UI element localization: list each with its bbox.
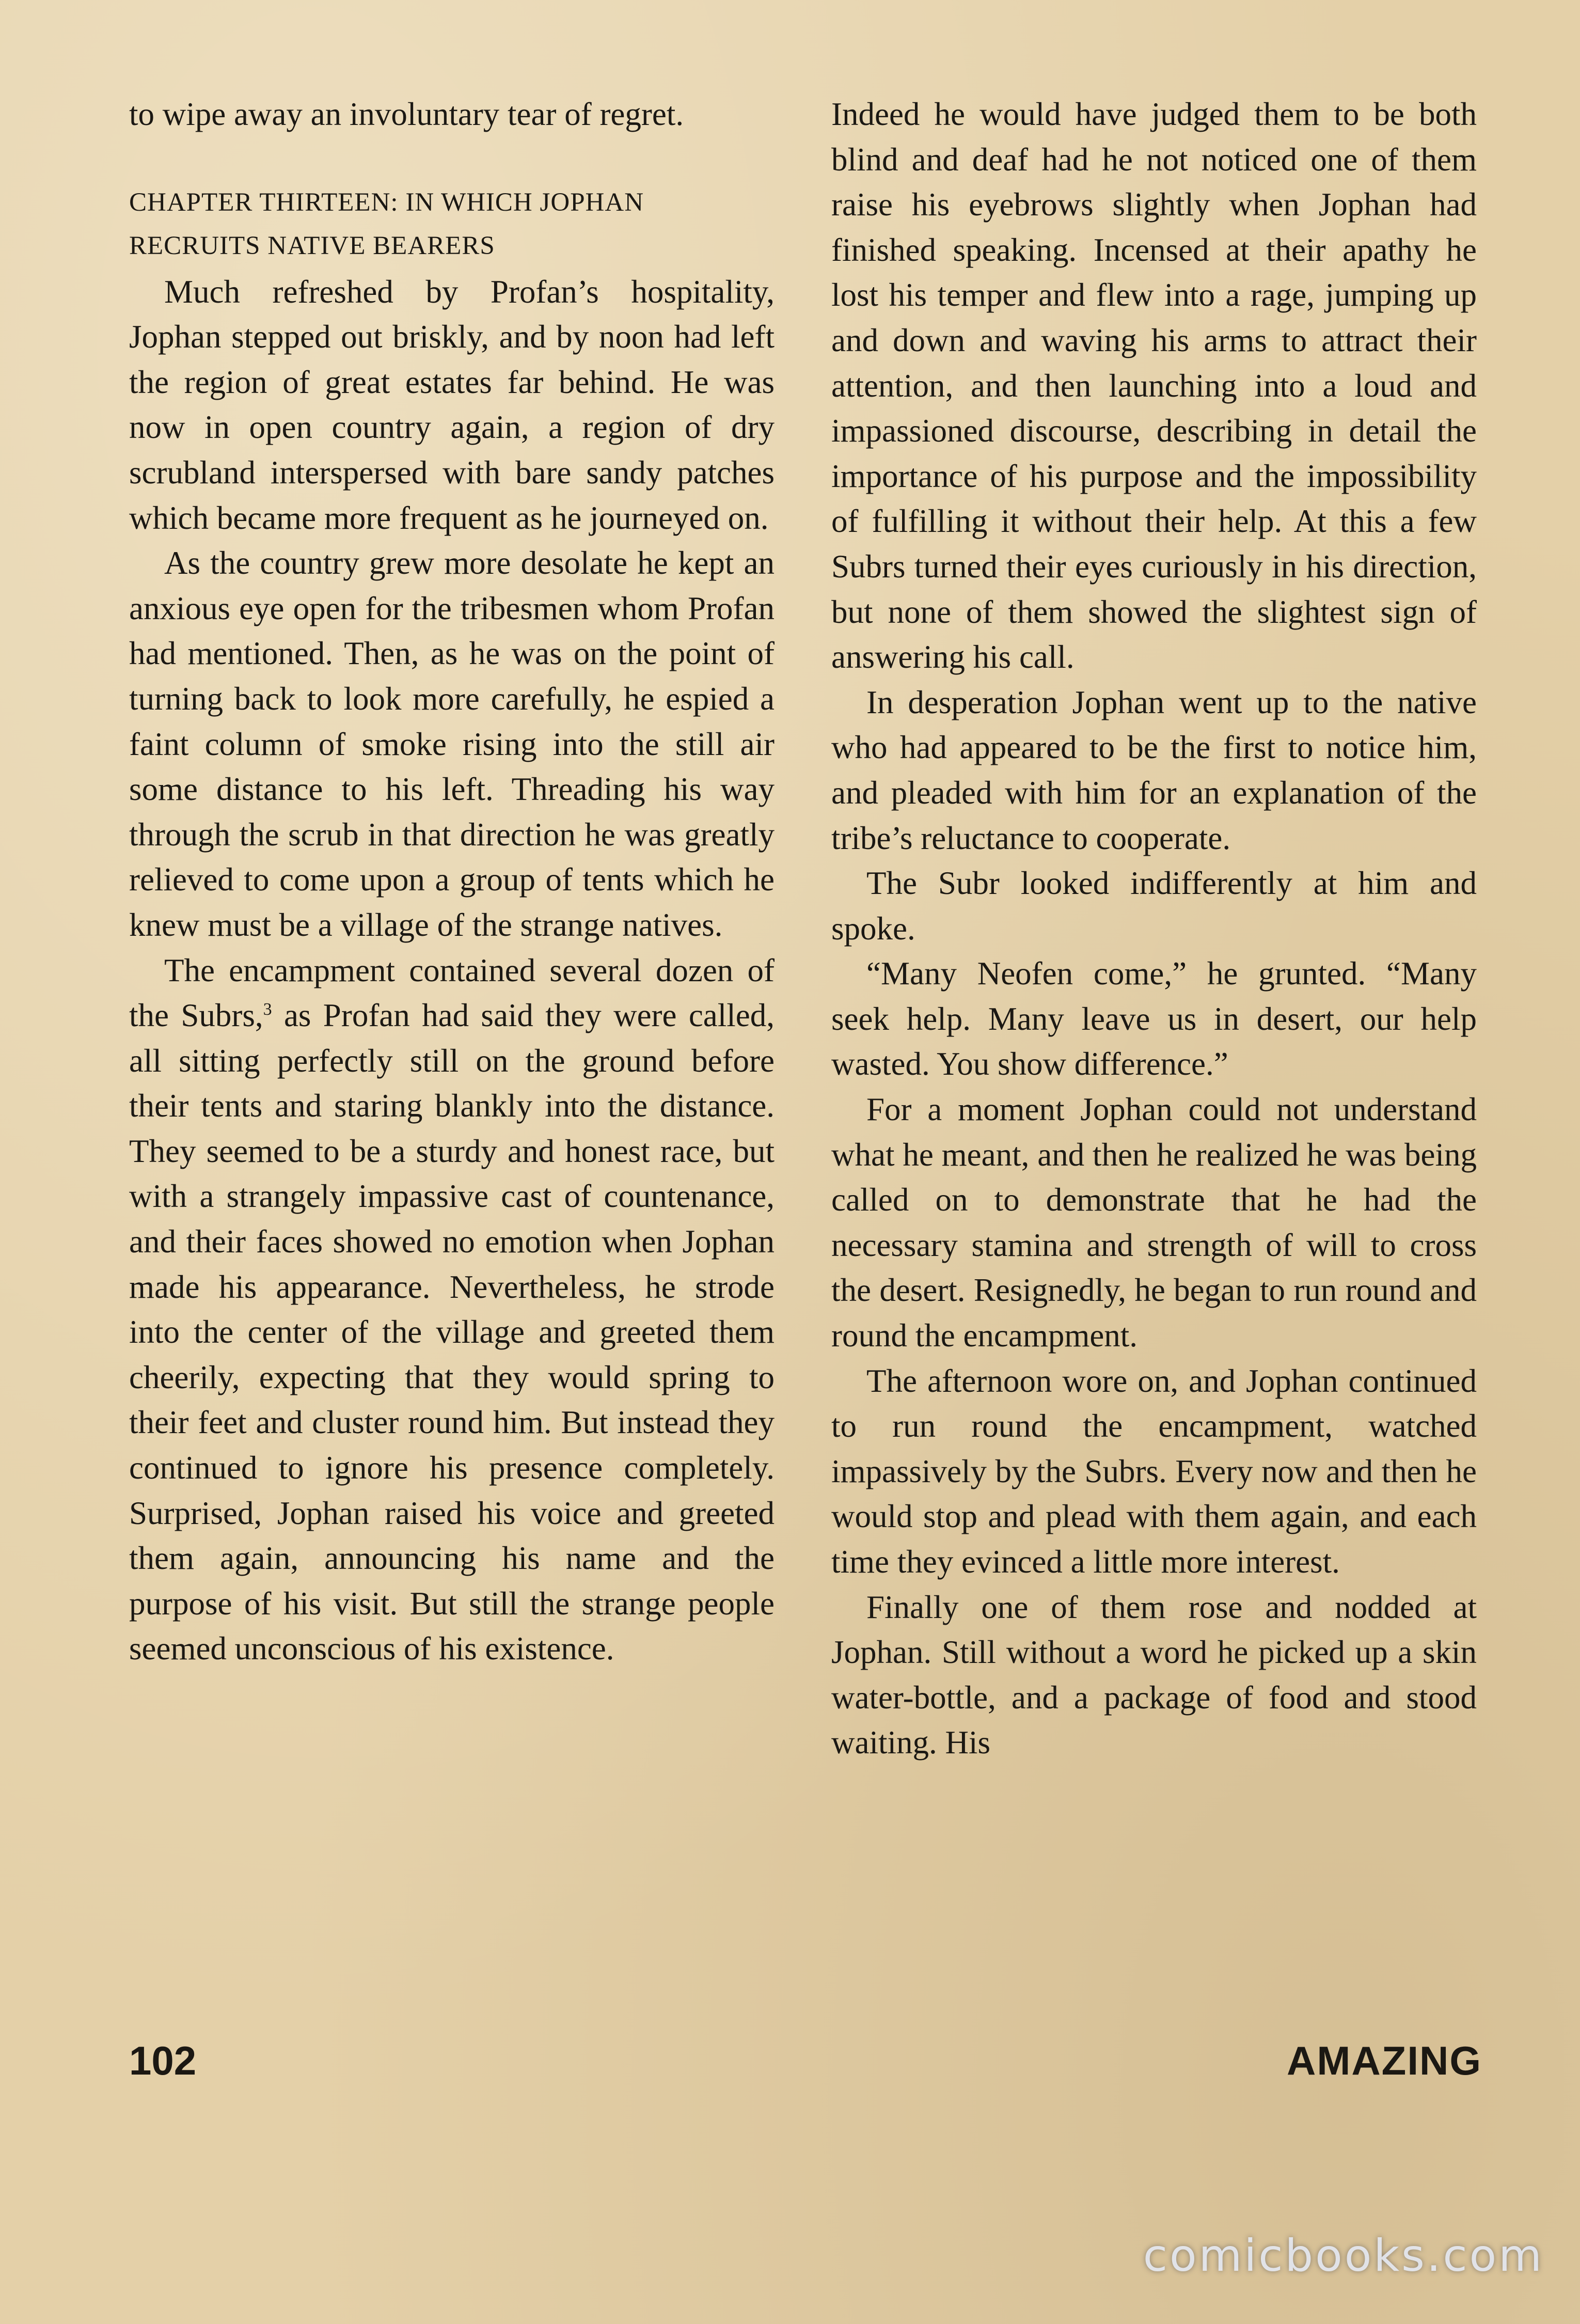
right-column (831, 92, 1477, 1766)
paragraph: The afternoon wore on, and Jophan continued to run round the encampment, watched impassively by the Subrs. Every now and then he would stop and plead with them again, and each time they evinced a little more interest. (831, 1362, 1477, 1580)
paragraph: In desperation Jophan went up to the native who had appeared to be the first to notice him, and pleaded with him for an explanation of the tribe’s reluctance to cooperate. (831, 684, 1477, 856)
magazine-title: AMAZING (1287, 2038, 1482, 2083)
footnote-marker: 3 (263, 1000, 272, 1019)
watermark: comicbooks.com (1143, 2230, 1544, 2282)
paragraph: Finally one of them rose and nodded at Jophan. Still without a word he picked up a skin water-bottle, and a package of food and stood waiting. His (831, 1589, 1477, 1761)
paragraph: “Many Neofen come,” he grunted. “Many seek help. Many leave us in desert, our help wasted. You show difference.” (831, 955, 1477, 1082)
paragraph-text: The encampment contained several dozen of the Subrs, (129, 952, 775, 1034)
left-column (129, 92, 775, 1672)
page-number: 102 (129, 2038, 197, 2083)
paragraph (129, 948, 775, 1672)
paragraph: The Subr looked indifferently at him and spoke. (831, 865, 1477, 947)
paragraph: For a moment Jophan could not understand what he meant, and then he realized he was being called on to demonstrate that he had the necessary stamina and strength of will to cross the desert. Resignedly, he began to run round and round the encampment. (831, 1091, 1477, 1354)
paragraph: Much refreshed by Profan’s hospitality, Jophan stepped out briskly, and by noon had left the region of great estates far behind. He was now in open country again, a region of dry scrubland interspersed with bare sandy patches which became more frequent as he journeyed on. (129, 273, 775, 536)
chapter-heading: CHAPTER THIRTEEN: IN WHICH JOPHAN RECRUITS NATIVE BEARERS (129, 187, 644, 260)
paragraph: Indeed he would have judged them to be both blind and deaf had he not noticed one of them raise his eyebrows slightly when Jophan had finished speaking. Incensed at their apathy he lost his temper and flew into a rage, jumping up and down and waving his arms to attract their attention, and then launching into a loud and impassioned discourse, describing in detail the importance of his purpose and the impossibility of fulfilling it without their help. At this a few Subrs turned their eyes curiously in his direction, but none of them showed the slightest sign of answering his call. (831, 96, 1477, 676)
paragraph: As the country grew more desolate he kept an anxious eye open for the tribesmen whom Profan had mentioned. Then, as he was on the point of turning back to look more carefully, he espied a faint column of smoke rising into the still air some distance to his left. Threading his way through the scrub in that direction he was greatly relieved to come upon a group of tents which he knew must be a village of the strange natives. (129, 545, 775, 943)
carryover-paragraph: to wipe away an involuntary tear of regret. (129, 96, 684, 132)
paragraph-text: as Profan had said they were called, all sitting perfectly still on the ground before their tents and staring blankly into the distance. They seemed to be a sturdy and honest race, but with a strangely impassive cast of countenance, and their faces showed no emotion when Jophan made his appearance. Nevertheless, he strode into the center of the village and greeted them cheerily, expecting that they would spring to their feet and cluster round him. But instead they continued to ignore his presence completely. Surprised, Jophan raised his voice and greeted them again, announcing his name and the purpose of his visit. But still the strange people seemed unconscious of his existence. (129, 997, 775, 1667)
